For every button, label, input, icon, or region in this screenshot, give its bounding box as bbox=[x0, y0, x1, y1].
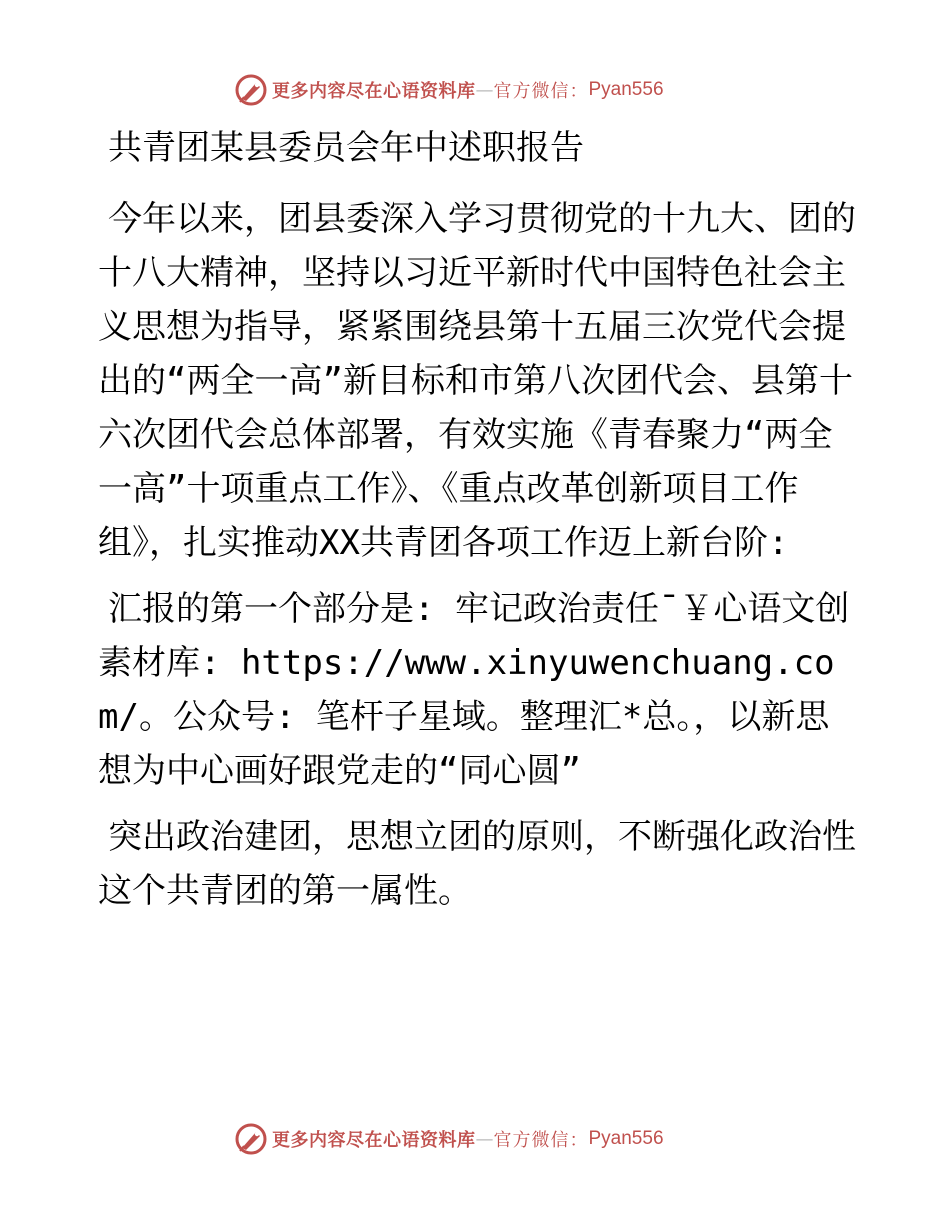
banner-wechat-label: 官方微信： bbox=[493, 81, 589, 102]
banner-wechat-id: Pyan556 bbox=[588, 79, 664, 100]
paragraph-part-one: 汇报的第一个部分是: 牢记政治责任¯￥心语文创素材库: https://www.xinyuwenchuang.com/。公众号: 笔杆子星域。整理汇*总。，以新思想为中心画好跟党走的“同心圆” bbox=[98, 589, 850, 791]
banner-brand-text: 更多内容尽在心语资料库 bbox=[272, 81, 476, 102]
banner-wechat-id: Pyan556 bbox=[588, 1128, 664, 1149]
header-banner bbox=[234, 72, 664, 108]
pen-nib-circle-icon bbox=[234, 1122, 268, 1156]
footer-banner bbox=[234, 1121, 664, 1157]
document-title: 共青团某县委员会年中述职报告 bbox=[108, 128, 584, 168]
banner-dash: — bbox=[475, 1128, 494, 1150]
paragraph-intro: 今年以来，团县委深入学习贯彻党的十九大、团的十八大精神，坚持以习近平新时代中国特色社会主义思想为指导，紧紧围绕县第十五届三次党代会提出的“两全一高”新目标和市第八次团代会、县第十六次团代会总体部署，有效实施《青春聚力“两全一高”十项重点工作》、《重点改革创新项目工作组》，扎实推动XX共青团各项工作迈上新台阶: bbox=[98, 199, 856, 563]
pen-nib-circle-icon bbox=[234, 73, 268, 107]
banner-wechat-label: 官方微信： bbox=[493, 1130, 589, 1151]
banner-dash: — bbox=[475, 79, 494, 101]
paragraph-political: 突出政治建团，思想立团的原则，不断强化政治性这个共青团的第一属性。 bbox=[98, 817, 856, 911]
document-body bbox=[98, 124, 858, 930]
banner-brand-text: 更多内容尽在心语资料库 bbox=[272, 1130, 476, 1151]
